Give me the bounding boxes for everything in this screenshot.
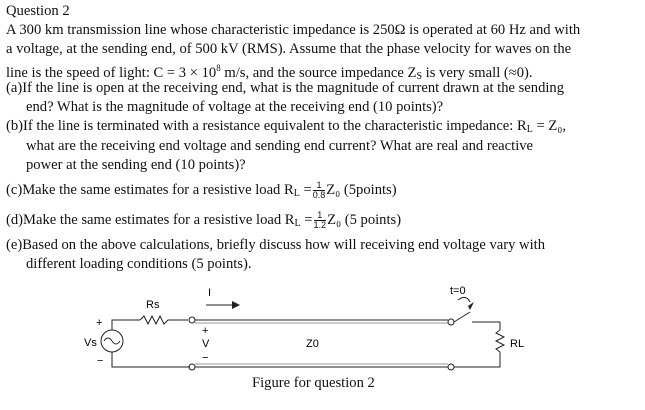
- intro-line-2: a voltage, at the sending end, of 500 kV (RMS). Assume that the phase velocity for waves on the: [6, 41, 572, 57]
- t0-label: t=0: [450, 285, 466, 297]
- current-label: I: [208, 287, 212, 299]
- part-e-line-2: different loading conditions (5 points).: [26, 256, 252, 272]
- rs-label: Rs: [146, 299, 160, 311]
- part-b-line-3: power at the sending end (10 points)?: [26, 157, 246, 173]
- v-label: V: [202, 338, 210, 350]
- rl-resistor-icon: [496, 330, 504, 352]
- part-c-line: (c)Make the same estimates for a resistive load $R_L$ = $\frac{1}{0.8}$ Z₀ (5points): [6, 180, 397, 200]
- part-d-line: (d)Make the same estimates for a resistive load $R_L$ = $\frac{1}{1.2}$ Z₀ (5 points): [6, 210, 402, 230]
- part-b-line-1: (b)If the line is terminated with a resistance equivalent to the characteristic impedance: $R_L = Z_0$,: [6, 118, 567, 135]
- intro-line-3: line is the speed of light: $C = 3 \times 10^8$ m/s, and the source impedance $Z_S$ is very small (≈0).: [6, 63, 533, 82]
- v-minus: −: [202, 352, 209, 364]
- source-plus: +: [96, 317, 103, 329]
- rl-label: RL: [510, 338, 525, 350]
- v-plus: +: [202, 325, 209, 337]
- figure-caption: Figure for question 2: [252, 375, 375, 391]
- part-a-line-2: end? What is the magnitude of voltage at the receiving end (10 points)?: [26, 99, 444, 115]
- question-title: Question 2: [6, 3, 70, 19]
- intro-line-1: A 300 km transmission line whose characteristic impedance is 250Ω is operated at 60 Hz and with: [6, 22, 581, 38]
- part-b-line-2: what are the receiving end voltage and sending end current? What are real and reactive: [26, 138, 534, 154]
- fraction-d: $\frac{1}{1.2}$: [313, 210, 327, 230]
- part-a-line-1: (a)If the line is open at the receiving end, what is the magnitude of current drawn at the sending: [6, 80, 565, 96]
- fraction-c: $\frac{1}{0.8}$: [312, 180, 326, 200]
- current-arrow-icon: [232, 301, 240, 309]
- z0-label: Z0: [306, 338, 319, 350]
- part-e-line-1: (e)Based on the above calculations, briefly discuss how will receiving end voltage vary with: [6, 237, 545, 253]
- source-minus: −: [97, 355, 104, 367]
- rs-resistor-icon: [140, 316, 188, 324]
- source-label: Vs: [84, 337, 97, 349]
